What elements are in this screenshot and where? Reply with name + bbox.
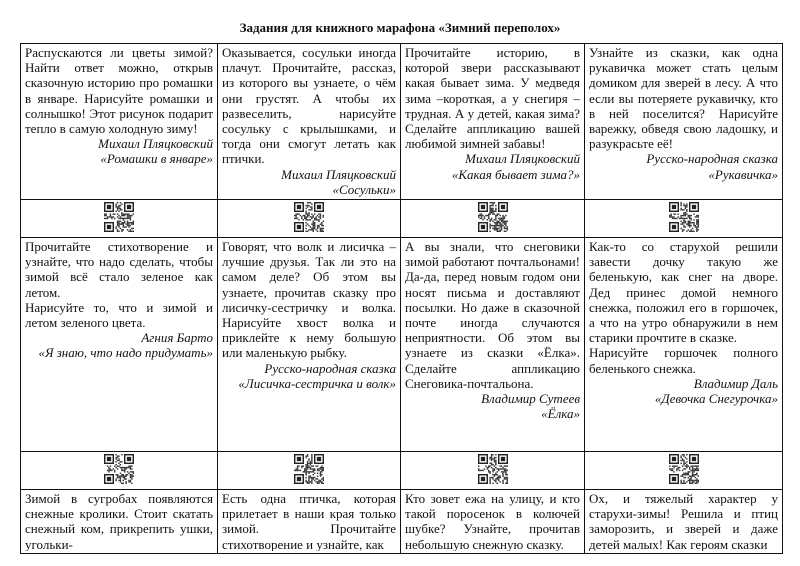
task-cell — [401, 44, 585, 200]
task-text: Зимой в сугробах появляются снежные кролики. Стоит скатать снежный ком, прикрепить ушки, угольки- — [25, 491, 213, 552]
task-work-title: «Я знаю, что надо придумать» — [38, 345, 213, 361]
task-cell — [401, 490, 585, 554]
task-cell — [21, 238, 218, 452]
task-work-title: «Лисичка-сестричка и волк» — [238, 375, 396, 391]
qr-cell — [21, 452, 218, 490]
qr-cell — [401, 452, 585, 490]
task-text: Узнайте из сказки, как одна рукавичка может стать целым домиком для зверей в лесу. А что если вы потеряете рукавичку, кто в ней поселится? Нарисуйте варежку, обведя свою ладошку, и разукрасьте её! — [589, 45, 778, 152]
qr-code-icon[interactable] — [104, 454, 134, 484]
task-text: Есть одна птичка, которая прилетает в наши края только зимой. Прочитайте стихотворение и узнайте, как — [222, 491, 396, 552]
qr-code-icon[interactable] — [104, 202, 134, 232]
task-text: Нарисуйте то, что и зимой и летом зеленого цвета. — [25, 299, 213, 331]
task-work-title: «Ромашки в январе» — [100, 151, 213, 167]
task-cell — [218, 44, 401, 200]
task-text: Нарисуйте горшочек полного беленького снежка. — [589, 345, 778, 376]
task-text: Как-то со старухой решили завести дочку такую же беленькую, как снег на дворе. Дед принес домой немного снежка, положил его в горшочек, а что на утро обнаружили в нем старики прочтите в сказке. — [589, 239, 778, 346]
task-author: Михаил Пляцковский — [281, 166, 396, 182]
task-cell — [401, 238, 585, 452]
task-text: Кто зовет ежа на улицу, и кто такой поросенок в колючей шубке? Узнайте, прочитав небольшую снежную сказку. — [405, 491, 580, 552]
qr-code-icon[interactable] — [478, 202, 508, 232]
document-title: Задания для книжного марафона «Зимний переполох» — [239, 20, 561, 35]
qr-code-icon[interactable] — [294, 202, 324, 232]
task-author: Владимир Даль — [693, 375, 778, 391]
task-author: Агния Барто — [141, 330, 213, 346]
task-cell — [585, 490, 783, 554]
task-text: Прочитайте историю, в которой звери рассказывают какая бывает зима. У медведя зима –короткая, а у снегиря – трудная. А у детей, какая зима? Сделайте аппликацию вашей любимой зимней забавы! — [405, 45, 580, 152]
task-cell — [218, 490, 401, 554]
task-row — [21, 490, 783, 554]
tasks-table — [20, 43, 783, 554]
qr-row — [21, 200, 783, 238]
qr-cell — [585, 200, 783, 238]
task-cell — [585, 238, 783, 452]
qr-cell — [585, 452, 783, 490]
task-author: Русско-народная сказка — [264, 360, 396, 376]
qr-row — [21, 452, 783, 490]
task-work-title: «Какая бывает зима?» — [451, 166, 580, 182]
task-author: Михаил Пляцковский — [465, 151, 580, 167]
task-text: Ох, и тяжелый характер у старухи-зимы! Решила и птиц заморозить, и зверей и даже детей малых! Как героям сказки — [589, 491, 778, 552]
task-work-title: «Девочка Снегурочка» — [654, 391, 778, 407]
task-author: Михаил Пляцковский — [98, 136, 213, 152]
task-text: А вы знали, что снеговики зимой работают почтальонами! Да-да, перед новым годом они носят письма и доставляют посылки. Но даже в сказочной почте иногда случаются неприятности. Об этом вы узнаете из сказки «Ёлка». Сделайте аппликацию Снеговика-почтальона. — [405, 239, 580, 391]
task-cell — [21, 490, 218, 554]
qr-cell — [21, 200, 218, 238]
task-author: Русско-народная сказка — [646, 151, 778, 167]
task-row — [21, 44, 783, 200]
task-cell — [218, 238, 401, 452]
task-work-title: «Ёлка» — [541, 406, 580, 422]
task-work-title: «Сосульки» — [332, 181, 396, 197]
qr-code-icon[interactable] — [669, 454, 699, 484]
task-text: Прочитайте стихотворение и узнайте, что надо сделать, чтобы зимой всё стало зеленое как летом. — [25, 239, 213, 300]
qr-code-icon[interactable] — [294, 454, 324, 484]
task-text: Оказывается, сосульки иногда плачут. Прочитайте, рассказ, из которого вы узнаете, о чём они грустят. А чтобы их развеселить, нарисуйте сосульку с крылышками, и тогда они смогут летать как птички. — [222, 45, 396, 167]
task-author: Владимир Сутеев — [481, 391, 580, 407]
task-cell — [585, 44, 783, 200]
task-work-title: «Рукавичка» — [708, 166, 778, 182]
task-text: Говорят, что волк и лисичка – лучшие друзья. Так ли это на самом деле? Об этом вы узнаете, прочитав сказку про лисичку-сестричку и волка. Нарисуйте хвост волка и приклейте к нему большую или маленькую рыбку. — [222, 239, 396, 361]
qr-cell — [218, 200, 401, 238]
qr-code-icon[interactable] — [669, 202, 699, 232]
qr-cell — [218, 452, 401, 490]
qr-code-icon[interactable] — [478, 454, 508, 484]
qr-cell — [401, 200, 585, 238]
task-text: Распускаются ли цветы зимой? Найти ответ можно, открыв сказочную историю про ромашки в январе. Нарисуйте ромашки и солнышко! Этот рисунок подарит тепло в самую холодную зиму! — [25, 45, 213, 137]
task-row — [21, 238, 783, 452]
task-cell — [21, 44, 218, 200]
